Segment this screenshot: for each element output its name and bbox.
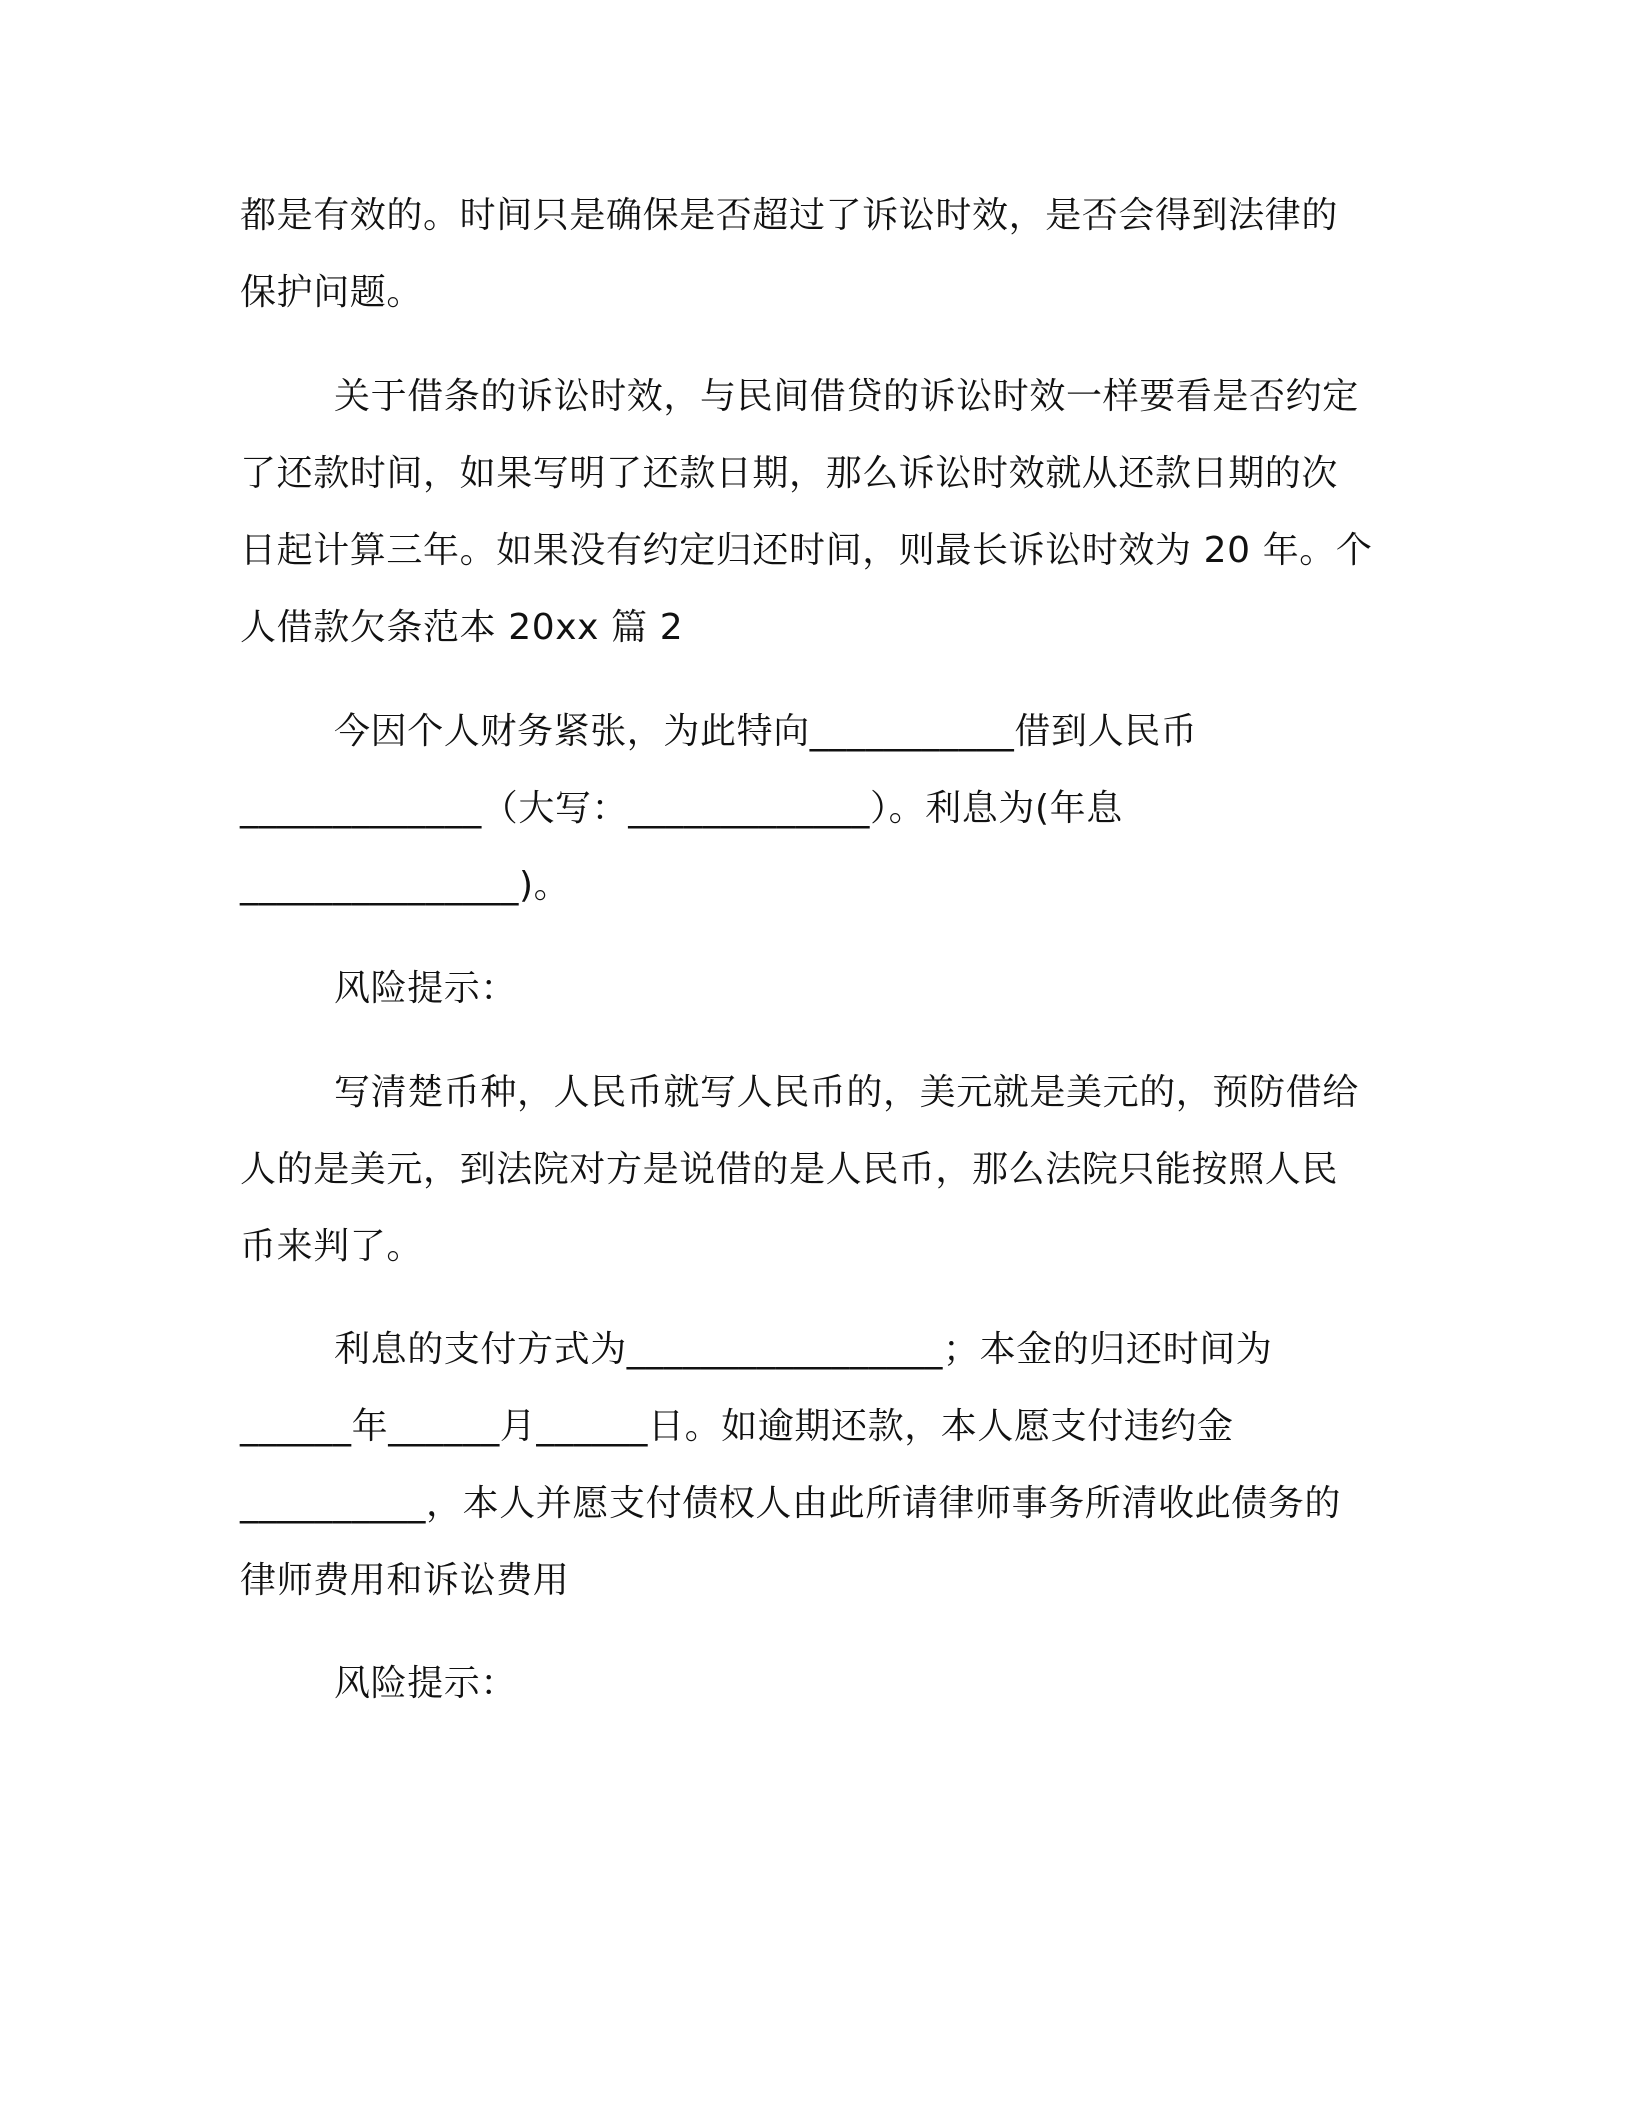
paragraph-line: 人借款欠条范本 20xx 篇 2 [240,607,684,648]
paragraph-line: 日起计算三年。如果没有约定归还时间，则最长诉讼时效为 20 年。个 [240,530,1373,571]
paragraph-line: 律师费用和诉讼费用 [240,1560,570,1601]
paragraph-line: 人的是美元，到法院对方是说借的是人民币，那么法院只能按照人民 [240,1149,1339,1190]
paragraph-line: 保护问题。 [240,272,424,313]
paragraph-line: 关于借条的诉讼时效，与民间借贷的诉讼时效一样要看是否约定 [334,376,1359,417]
paragraph-line: 写清楚币种，人民币就写人民币的，美元就是美元的，预防借给 [334,1072,1359,1113]
paragraph-line: __________，本人并愿支付债权人由此所请律师事务所清收此债务的 [240,1483,1341,1524]
section-heading: 风险提示： [334,968,518,1009]
paragraph-line: 币来判了。 [240,1226,424,1267]
paragraph-line: 利息的支付方式为_________________；本金的归还时间为 [334,1329,1273,1370]
section-heading: 风险提示： [334,1663,518,1704]
paragraph-line: 了还款时间，如果写明了还款日期，那么诉讼时效就从还款日期的次 [240,453,1339,494]
paragraph-line: 都是有效的。时间只是确保是否超过了诉讼时效，是否会得到法律的 [240,195,1339,236]
paragraph-line: 今因个人财务紧张，为此特向___________借到人民币 [334,711,1198,752]
paragraph-line: _______________)。 [240,865,571,906]
paragraph-line: ______年______月______日。如逾期还款，本人愿支付违约金 [240,1406,1234,1447]
paragraph-line: _____________（大写：_____________）。利息为(年息 [240,788,1123,829]
